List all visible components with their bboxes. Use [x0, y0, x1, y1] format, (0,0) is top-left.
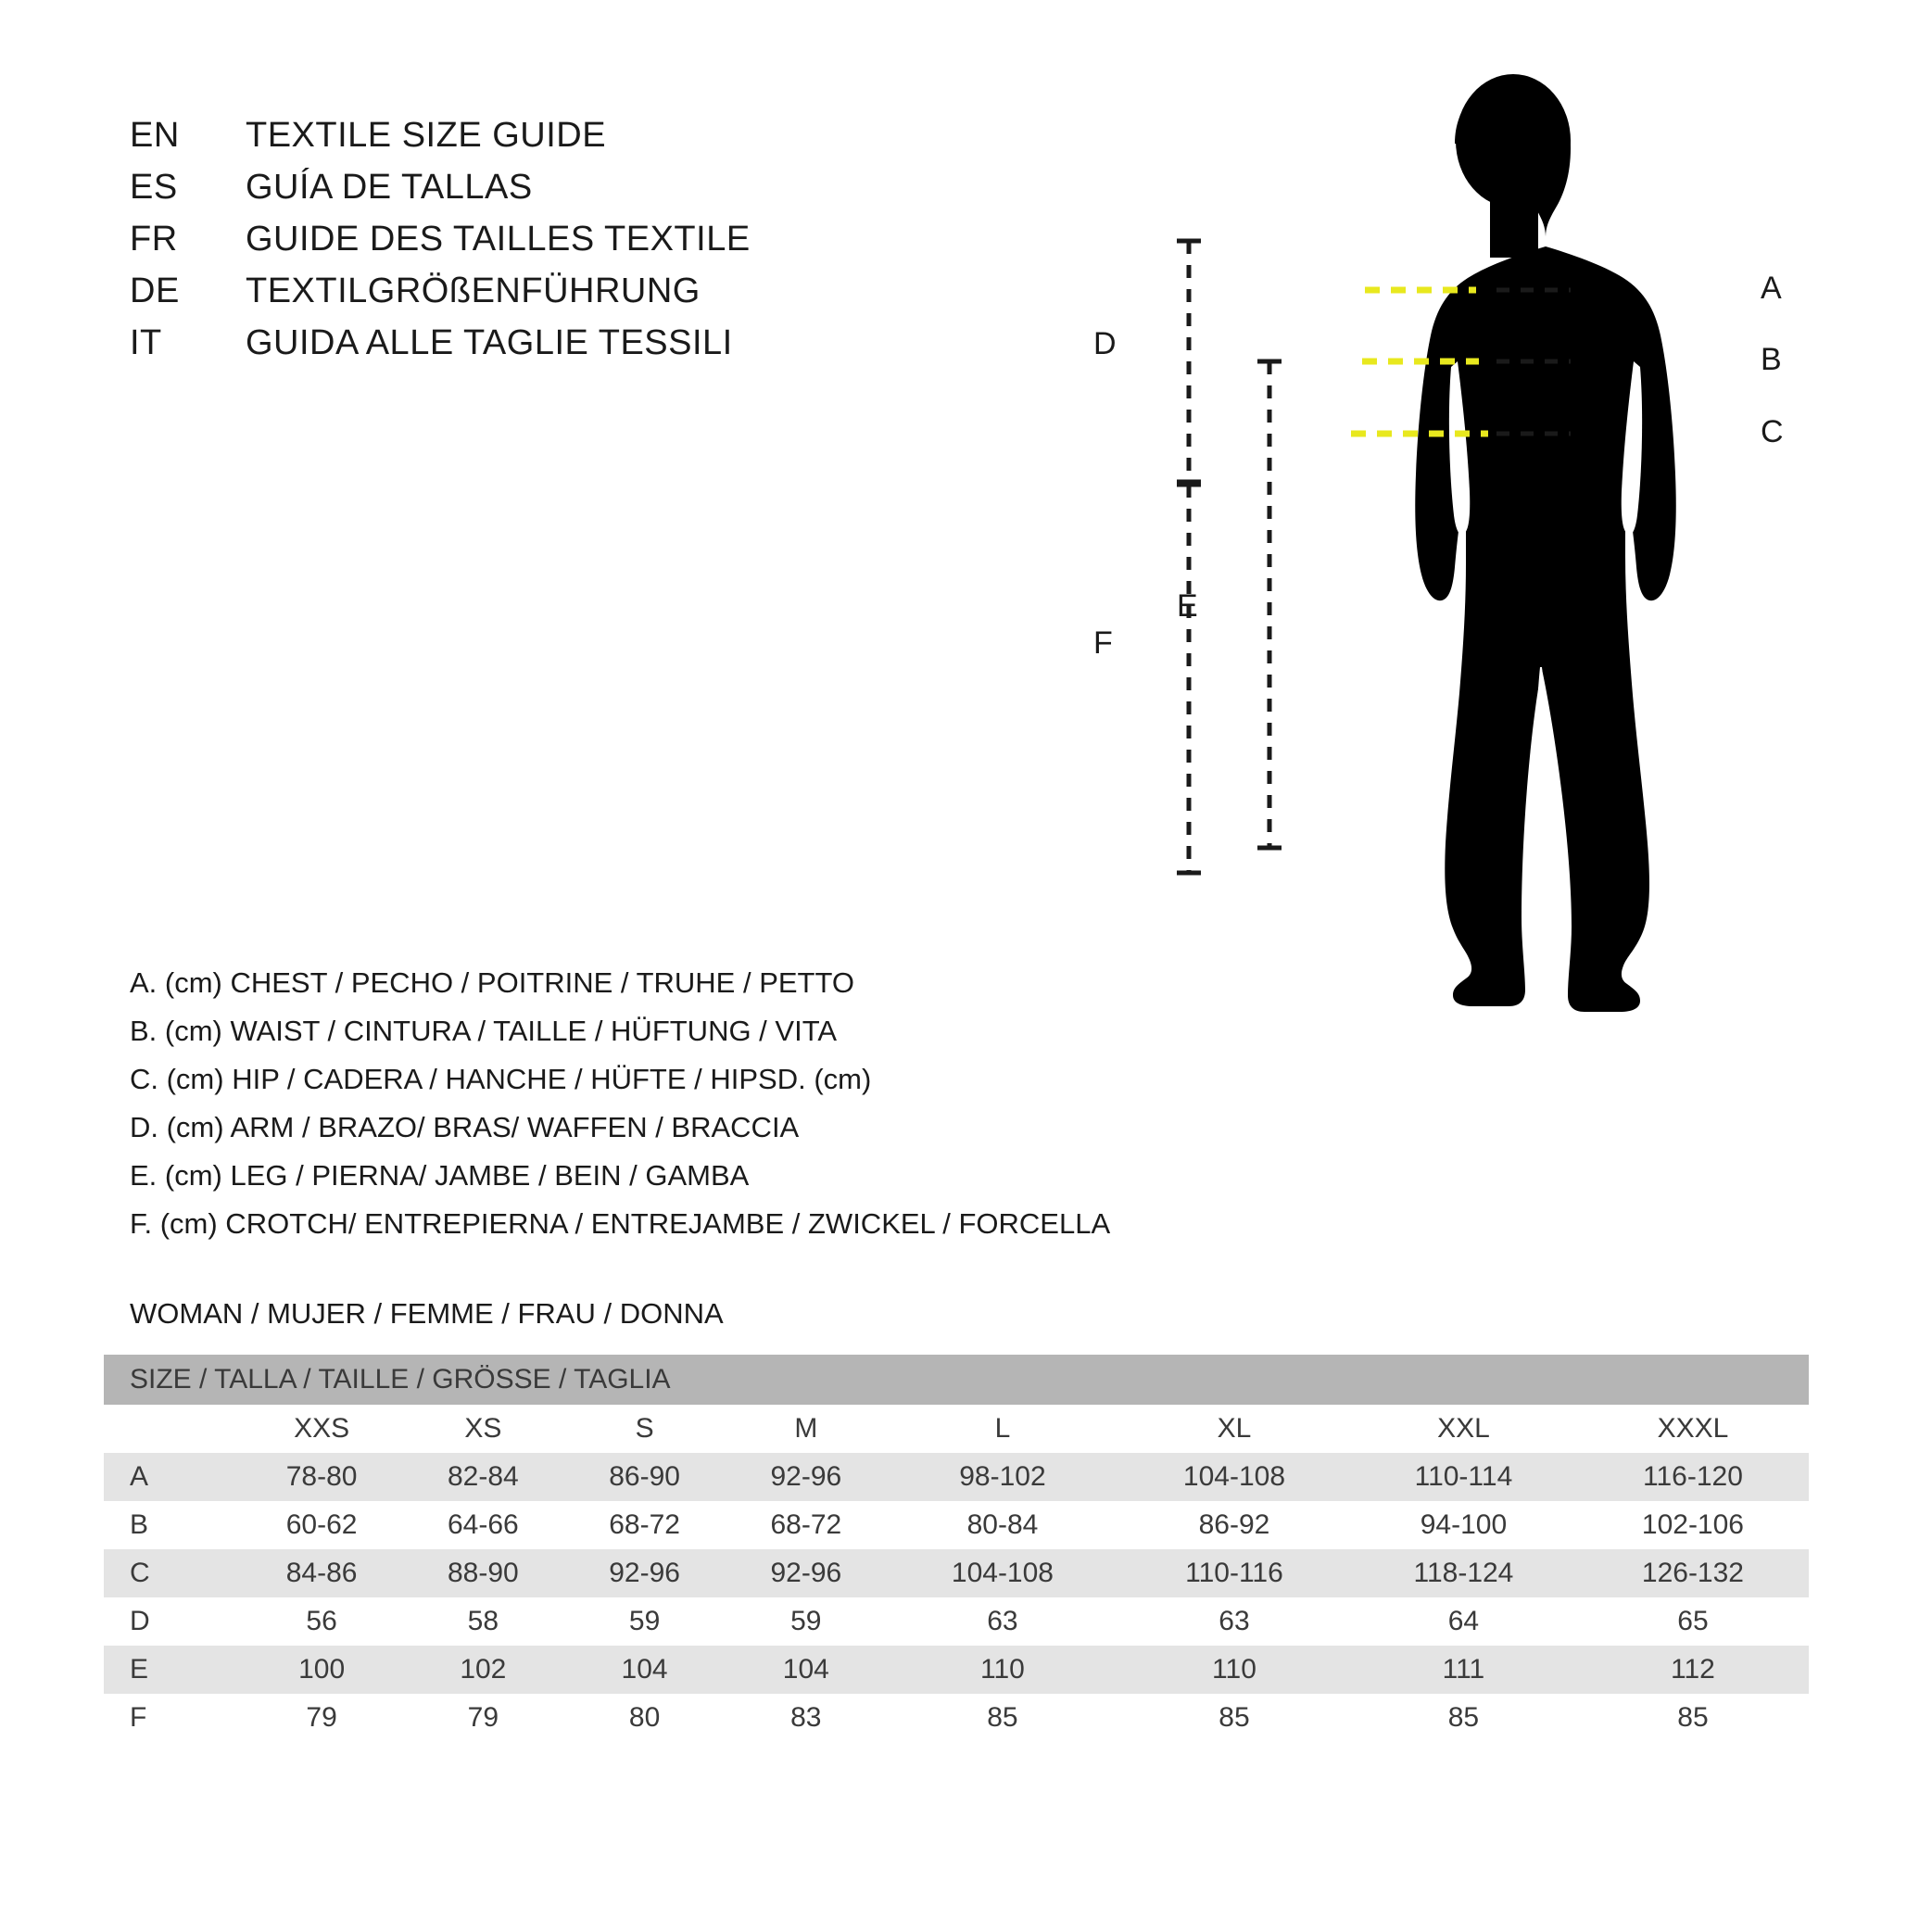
legend-item-d: D. (cm) ARM / BRAZO/ BRAS/ WAFFEN / BRACCIA [130, 1111, 800, 1143]
cell-a-m: 92-96 [726, 1453, 887, 1501]
lang-code-en: EN [130, 116, 180, 155]
cell-f-s: 80 [563, 1694, 725, 1742]
table-row [104, 1453, 1809, 1501]
table-row [104, 1549, 1809, 1597]
lang-text-de: TEXTILGRÖßENFÜHRUNG [246, 271, 701, 310]
cell-b-l: 80-84 [887, 1501, 1118, 1549]
row-label-e: E [104, 1646, 241, 1694]
table-corner-cell [104, 1405, 241, 1453]
cell-e-m: 104 [726, 1646, 887, 1694]
cell-b-xs: 64-66 [402, 1501, 563, 1549]
marker-d: D [1093, 326, 1117, 361]
measurement-legend [130, 959, 1242, 1248]
col-header-xl: XL [1118, 1405, 1350, 1453]
cell-d-xl: 63 [1118, 1597, 1350, 1646]
cell-f-xl: 85 [1118, 1694, 1350, 1742]
cell-e-s: 104 [563, 1646, 725, 1694]
marker-c: C [1761, 414, 1784, 449]
title-language-block [130, 116, 871, 375]
cell-c-xxs: 84-86 [241, 1549, 402, 1597]
title-row-de [130, 271, 871, 323]
cell-d-s: 59 [563, 1597, 725, 1646]
row-label-c: C [104, 1549, 241, 1597]
cell-f-xxs: 79 [241, 1694, 402, 1742]
col-header-l: L [887, 1405, 1118, 1453]
col-header-m: M [726, 1405, 887, 1453]
cell-c-xs: 88-90 [402, 1549, 563, 1597]
cell-f-xxl: 85 [1350, 1694, 1577, 1742]
cell-f-m: 83 [726, 1694, 887, 1742]
table-row [104, 1501, 1809, 1549]
table-row [104, 1694, 1809, 1742]
size-table [104, 1355, 1809, 1742]
marker-e: E [1177, 588, 1198, 624]
silhouette-shape [1415, 74, 1676, 1012]
cell-f-l: 85 [887, 1694, 1118, 1742]
title-row-es [130, 168, 871, 220]
cell-f-xs: 79 [402, 1694, 563, 1742]
cell-d-l: 63 [887, 1597, 1118, 1646]
cell-a-l: 98-102 [887, 1453, 1118, 1501]
cell-b-xl: 86-92 [1118, 1501, 1350, 1549]
col-header-xxl: XXL [1350, 1405, 1577, 1453]
category-label: WOMAN / MUJER / FEMME / FRAU / DONNA [130, 1297, 724, 1330]
legend-item-c: C. (cm) HIP / CADERA / HANCHE / HÜFTE / HIPSD. (cm) [130, 1063, 872, 1095]
legend-item-e: E. (cm) LEG / PIERNA/ JAMBE / BEIN / GAMBA [130, 1159, 750, 1192]
cell-e-xxxl: 112 [1577, 1646, 1809, 1694]
title-row-en [130, 116, 871, 168]
legend-item-b: B. (cm) WAIST / CINTURA / TAILLE / HÜFTUNG / VITA [130, 1015, 838, 1047]
cell-b-s: 68-72 [563, 1501, 725, 1549]
cell-c-s: 92-96 [563, 1549, 725, 1597]
col-header-xxs: XXS [241, 1405, 402, 1453]
cell-c-l: 104-108 [887, 1549, 1118, 1597]
cell-b-xxl: 94-100 [1350, 1501, 1577, 1549]
table-header-row [104, 1355, 1809, 1405]
cell-e-l: 110 [887, 1646, 1118, 1694]
lang-text-fr: GUIDE DES TAILLES TEXTILE [246, 220, 751, 259]
cell-a-xs: 82-84 [402, 1453, 563, 1501]
col-header-s: S [563, 1405, 725, 1453]
col-header-xxxl: XXXL [1577, 1405, 1809, 1453]
cell-b-xxs: 60-62 [241, 1501, 402, 1549]
lang-text-it: GUIDA ALLE TAGLIE TESSILI [246, 323, 733, 362]
cell-e-xl: 110 [1118, 1646, 1350, 1694]
cell-e-xs: 102 [402, 1646, 563, 1694]
cell-e-xxl: 111 [1350, 1646, 1577, 1694]
cell-c-xxl: 118-124 [1350, 1549, 1577, 1597]
measurement-figure [1093, 56, 1909, 1260]
row-label-b: B [104, 1501, 241, 1549]
cell-a-xl: 104-108 [1118, 1453, 1350, 1501]
table-row [104, 1646, 1809, 1694]
lang-code-fr: FR [130, 220, 178, 259]
marker-b: B [1761, 342, 1782, 377]
lang-text-en: TEXTILE SIZE GUIDE [246, 116, 607, 155]
legend-item-a: A. (cm) CHEST / PECHO / POITRINE / TRUHE / PETTO [130, 966, 854, 999]
title-row-fr [130, 220, 871, 271]
row-label-a: A [104, 1453, 241, 1501]
col-header-xs: XS [402, 1405, 563, 1453]
cell-f-xxxl: 85 [1577, 1694, 1809, 1742]
female-silhouette-diagram [1149, 56, 1909, 1260]
lang-code-es: ES [130, 168, 178, 207]
cell-a-xxl: 110-114 [1350, 1453, 1577, 1501]
row-label-d: D [104, 1597, 241, 1646]
cell-a-xxxl: 116-120 [1577, 1453, 1809, 1501]
cell-d-xxs: 56 [241, 1597, 402, 1646]
table-column-header-row [104, 1405, 1809, 1453]
table-row [104, 1597, 1809, 1646]
marker-a: A [1761, 271, 1782, 306]
cell-b-m: 68-72 [726, 1501, 887, 1549]
cell-c-xxxl: 126-132 [1577, 1549, 1809, 1597]
cell-e-xxs: 100 [241, 1646, 402, 1694]
cell-d-m: 59 [726, 1597, 887, 1646]
cell-a-s: 86-90 [563, 1453, 725, 1501]
cell-d-xxxl: 65 [1577, 1597, 1809, 1646]
marker-f: F [1093, 625, 1113, 661]
lang-code-de: DE [130, 271, 180, 310]
cell-d-xs: 58 [402, 1597, 563, 1646]
lang-text-es: GUÍA DE TALLAS [246, 168, 533, 207]
cell-c-xl: 110-116 [1118, 1549, 1350, 1597]
cell-d-xxl: 64 [1350, 1597, 1577, 1646]
cell-b-xxxl: 102-106 [1577, 1501, 1809, 1549]
cell-c-m: 92-96 [726, 1549, 887, 1597]
table-header-title: SIZE / TALLA / TAILLE / GRÖSSE / TAGLIA [104, 1355, 1809, 1405]
title-row-it [130, 323, 871, 375]
lang-code-it: IT [130, 323, 162, 362]
legend-item-f: F. (cm) CROTCH/ ENTREPIERNA / ENTREJAMBE / ZWICKEL / FORCELLA [130, 1207, 1111, 1240]
cell-a-xxs: 78-80 [241, 1453, 402, 1501]
row-label-f: F [104, 1694, 241, 1742]
